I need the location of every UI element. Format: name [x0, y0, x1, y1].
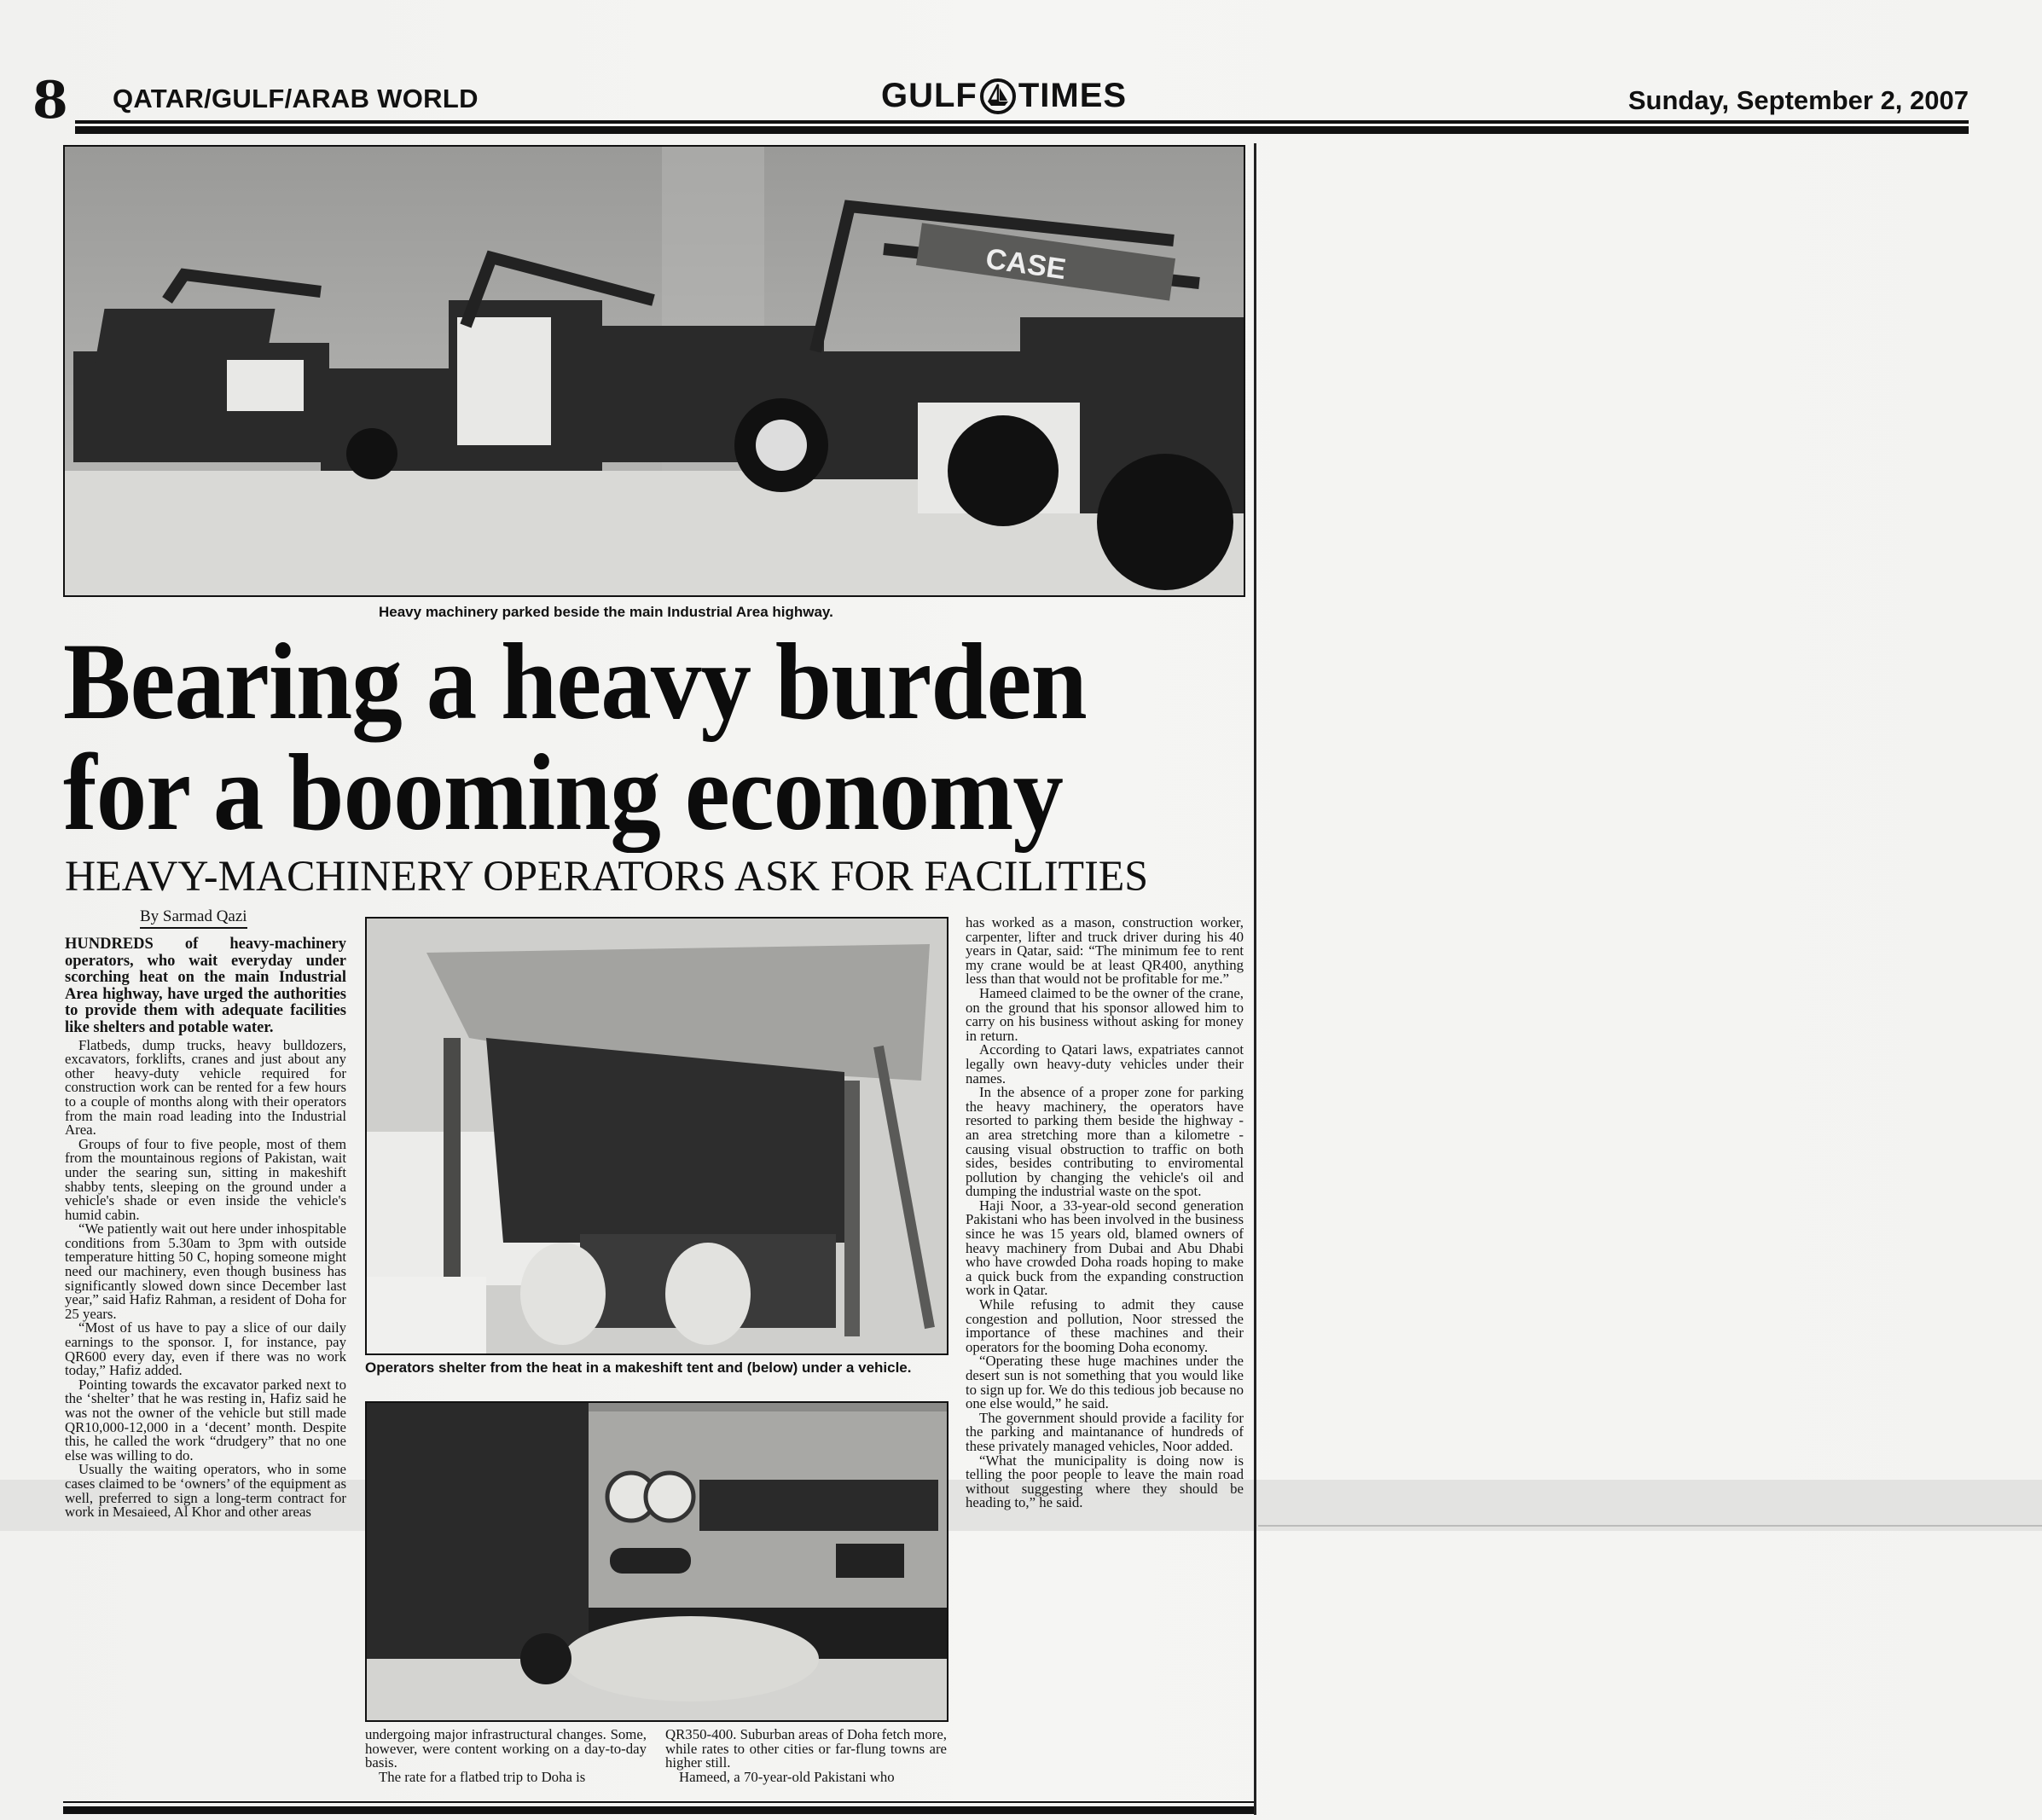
- section-label: QATAR/GULF/ARAB WORLD: [113, 84, 479, 113]
- article-column-1: [65, 936, 346, 1520]
- caption-tent-photo: Operators shelter from the heat in a makeshift tent and (below) under a vehicle.: [365, 1359, 912, 1376]
- paragraph: Haji Noor, a 33-year-old second generation Pakistani who has been involved in the business since he was 15 years old, blamed owners of heavy machinery from Dubai and Abu Dhabi who have crowded Doha roads hoping to make a quick buck from the expanding construction work in Qatar.: [966, 1197, 1244, 1299]
- page-number: 8: [32, 71, 68, 130]
- paragraph: “Most of us have to pay a slice of our daily earnings to the sponsor. I, for instance, pay QR600 every day, even if there was no work today,” Hafiz added.: [65, 1319, 346, 1379]
- paragraph: While refusing to admit they cause congestion and pollution, Noor stressed the importance of these machines and their operators for the booming Doha economy.: [966, 1296, 1244, 1355]
- paragraph: Usually the waiting operators, who in some cases claimed to be ‘owners’ of the equipment as well, preferred to sign a long-term contract for work in Mesaieed, Al Khor and other areas: [65, 1461, 346, 1521]
- paragraph: Hameed claimed to be the owner of the crane, on the ground that his sponsor allowed him to carry on his business without asking for money in return.: [966, 984, 1244, 1044]
- headline: [63, 621, 1087, 853]
- lead-paragraph: HUNDREDS of heavy-machinery operators, who wait everyday under scorching heat on the main Industrial Area highway, have urged the authorities to provide them with adequate facilities like shelters and potable water.: [65, 936, 346, 1036]
- paragraph: QR350-400. Suburban areas of Doha fetch more, while rates to other cities or far-flung towns are higher still.: [665, 1726, 947, 1771]
- sailboat-emblem-icon: [979, 78, 1017, 115]
- footer-rule-thick: [63, 1806, 1254, 1814]
- subheadline: HEAVY-MACHINERY OPERATORS ASK FOR FACILITIES: [65, 853, 1149, 901]
- footer-rule-thin: [63, 1801, 1254, 1803]
- masthead-rule-thick: [75, 126, 1969, 134]
- logo-text-right: TIMES: [1018, 77, 1128, 114]
- paragraph: “Operating these huge machines under the desert sun is not something that you would like to sign up for. We do this tedious job because no one else would,” he said.: [966, 1353, 1244, 1412]
- article-column-2: [365, 1728, 647, 1784]
- page-vertical-rule: [1254, 143, 1256, 1815]
- paragraph: Groups of four to five people, most of them from the mountainous regions of Pakistan, wait under the searing sun, sitting in makeshift shabby tents, sleeping on the ground under a vehicle's shade or even inside the vehicle's humid cabin.: [65, 1135, 346, 1223]
- paragraph: undergoing major infrastructural changes. Some, however, were content working on a day-to-day basis.: [365, 1726, 647, 1771]
- paragraph: Flatbeds, dump trucks, heavy bulldozers, excavators, forklifts, cranes and just about any other heavy-duty vehicle required for construction work can be rented for a few hours to a couple of months along with their operators from the main road leading into the Industrial Area.: [65, 1036, 346, 1139]
- paragraph: “What the municipality is doing now is telling the poor people to leave the main road without suggesting where they should be heading to,” he said.: [966, 1452, 1244, 1511]
- headline-line-1: Bearing a heavy burden: [63, 621, 1087, 742]
- gulf-times-logo: [881, 77, 1127, 115]
- photo-under-vehicle: [365, 1401, 948, 1722]
- paragraph: has worked as a mason, construction worker, carpenter, lifter and truck driver during his 40 years in Qatar, said: “The minimum fee to rent my crane would be at least QR400, anything less than that would not be profitable for me.”: [966, 914, 1244, 988]
- article-column-3: [665, 1728, 947, 1784]
- logo-text-left: GULF: [881, 77, 977, 114]
- paragraph: The government should provide a facility for the parking and maintanance of hundreds of these privately managed vehicles, Noor added.: [966, 1409, 1244, 1454]
- photo-heavy-machinery: [63, 145, 1245, 597]
- article-column-4: [966, 916, 1244, 1510]
- paragraph: “We patiently wait out here under inhospitable conditions from 5.30am to 3pm with outside temperature hitting 50 C, hoping someone might need our machinery, even though business has significantly slowed down since December last year,” said Hafiz Rahman, a resident of Doha for 25 years.: [65, 1220, 346, 1322]
- paragraph: According to Qatari laws, expatriates cannot legally own heavy-duty vehicles under their names.: [966, 1041, 1244, 1087]
- paragraph: Hameed, a 70-year-old Pakistani who: [679, 1768, 895, 1785]
- paragraph: The rate for a flatbed trip to Doha is: [379, 1768, 586, 1785]
- scan-fold-line: [1258, 1525, 2042, 1527]
- masthead-rule-thin: [75, 120, 1969, 124]
- headline-line-2: for a booming economy: [63, 732, 1063, 853]
- caption-top-photo: Heavy machinery parked beside the main Industrial Area highway.: [379, 604, 833, 620]
- paragraph: Pointing towards the excavator parked next to the ‘shelter’ that he was resting in, Hafiz said he was not the owner of the vehicle but still made QR10,000-12,000 in a ‘decent’ month. Despite this, he called the work “drudgery” that no one else was willing to do.: [65, 1376, 346, 1464]
- masthead: [32, 71, 1969, 130]
- paragraph: In the absence of a proper zone for parking the heavy machinery, the operators have resorted to parking them beside the highway - an area stretching more than a kilometre - causing visual obstruction to traffic on both sides, besides contributing to enviromental pollution by changing the vehicle's oil and dumping the industrial waste on the spot.: [966, 1084, 1244, 1200]
- svg-text:CASE: CASE: [983, 242, 1069, 287]
- photo-makeshift-tent: [365, 917, 948, 1355]
- issue-date: Sunday, September 2, 2007: [1627, 85, 1969, 115]
- byline: By Sarmad Qazi: [140, 907, 247, 929]
